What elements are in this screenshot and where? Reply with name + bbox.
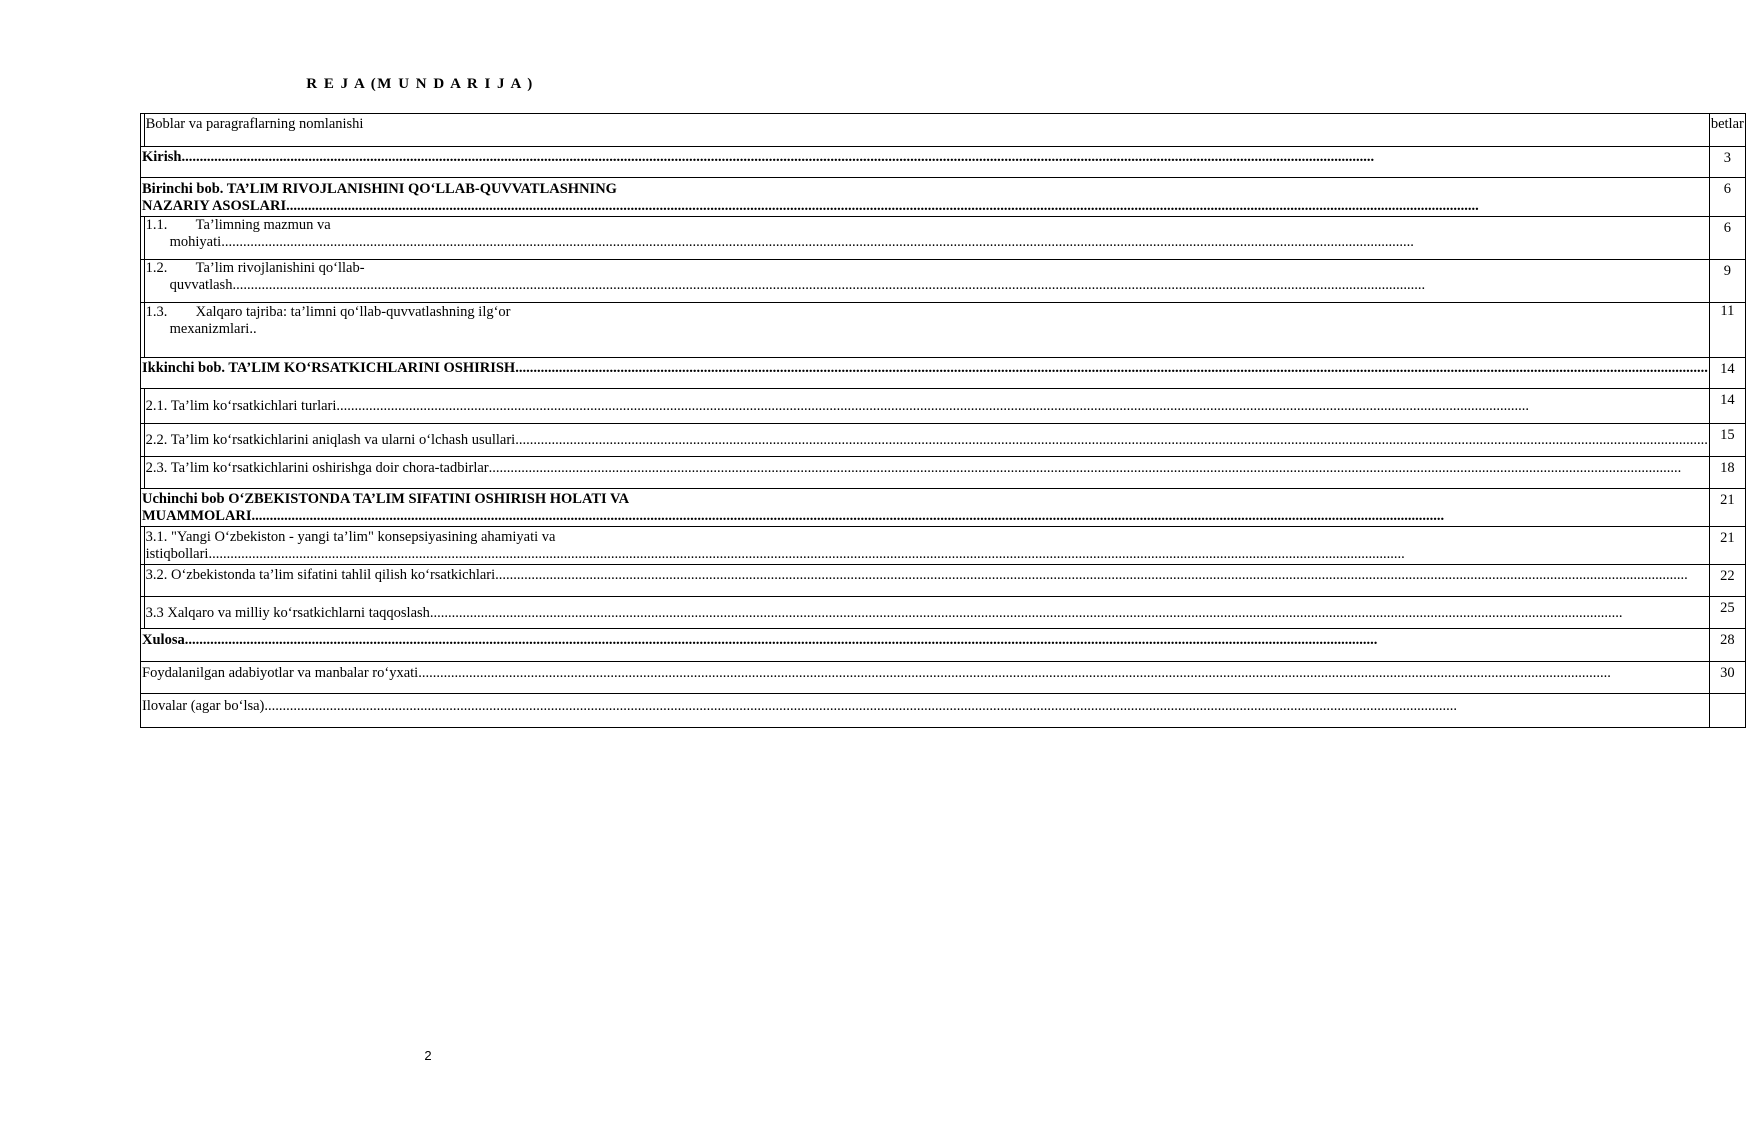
toc-row-chapter2: [141, 358, 1746, 389]
section-2-3-page: 18: [1709, 457, 1745, 489]
intro-page: 3: [1709, 147, 1745, 178]
intro-label: Kirish: [142, 149, 182, 165]
header-page-cell: betlar: [1709, 114, 1745, 147]
section-1-1-number: 1.1.: [145, 217, 168, 233]
section-1-2-line1: Ta’lim rivojlanishini qo‘llab-: [195, 260, 365, 276]
table-of-contents: [140, 113, 1746, 728]
chapter2-title: Ikkinchi bob. TA’LIM KO‘RSATKICHLARINI OSHIRISH: [142, 360, 516, 376]
intro-entry[interactable]: [141, 147, 1710, 178]
chapter3-line2: MUAMMOLARI: [142, 508, 252, 524]
section-1-3-line1: Xalqaro tajriba: ta’limni qo‘llab-quvvatlashning ilg‘or: [195, 304, 511, 320]
chapter1-line2: NAZARIY ASOSLARI: [142, 198, 287, 214]
toc-row-appendix: [141, 694, 1746, 728]
toc-row-intro: [141, 147, 1746, 178]
section-3-1-line2: istiqbollari.: [145, 546, 213, 562]
section-1-1-page: 6: [1709, 217, 1745, 260]
chapter3-page: 21: [1709, 489, 1745, 527]
chapter3-entry[interactable]: [141, 489, 1710, 527]
toc-row-2-2: [141, 424, 1746, 457]
toc-row-2-1: [141, 389, 1746, 424]
conclusion-page: 28: [1709, 629, 1745, 662]
section-1-2-line2: quvvatlash: [169, 277, 233, 293]
toc-row-references: [141, 662, 1746, 694]
conclusion-entry[interactable]: [141, 629, 1710, 662]
section-3-2-entry[interactable]: [144, 565, 1709, 597]
toc-row-chapter3: [141, 489, 1746, 527]
section-3-3-entry[interactable]: [144, 597, 1709, 629]
toc-row-chapter1: [141, 178, 1746, 217]
section-1-1-entry[interactable]: [144, 217, 1709, 260]
section-2-1-text: 2.1. Ta’lim ko‘rsatkichlari turlari: [145, 398, 337, 414]
toc-row-1-1: [141, 217, 1746, 260]
toc-row-2-3: [141, 457, 1746, 489]
section-1-3-number: 1.3.: [145, 304, 168, 320]
section-1-3-entry[interactable]: [144, 303, 1709, 358]
section-3-3-text: 3.3 Xalqaro va milliy ko‘rsatkichlarni taqqoslash: [145, 605, 430, 621]
section-2-3-text: 2.3. Ta’lim ko‘rsatkichlarini oshirishga doir chora-tadbirlar: [145, 460, 489, 476]
toc-row-conclusion: [141, 629, 1746, 662]
section-1-2-entry[interactable]: [144, 260, 1709, 303]
section-3-1-line1: 3.1. "Yangi O‘zbekiston - yangi ta’lim" konsepsiyasining ahamiyati va: [145, 529, 556, 545]
toc-row-1-3: [141, 303, 1746, 358]
header-title-cell: Boblar va paragraflarning nomlanishi: [144, 114, 1709, 147]
section-2-2-entry[interactable]: [144, 424, 1709, 457]
section-2-3-entry[interactable]: [144, 457, 1709, 489]
toc-row-3-1: [141, 527, 1746, 565]
section-1-1-line2: mohiyati: [169, 234, 222, 250]
section-1-3-line2: mexanizmlari..: [169, 321, 257, 337]
chapter3-line1: Uchinchi bob O‘ZBEKISTONDA TA’LIM SIFATINI OSHIRISH HOLATI VA: [142, 491, 630, 507]
page-number: 2: [424, 1048, 432, 1063]
section-2-1-entry[interactable]: [144, 389, 1709, 424]
chapter2-entry[interactable]: [141, 358, 1710, 389]
toc-row-3-3: [141, 597, 1746, 629]
chapter2-page: 14: [1709, 358, 1745, 389]
toc-row-1-2: [141, 260, 1746, 303]
toc-row-3-2: [141, 565, 1746, 597]
page-title: R E J A (M U N D A R I J A ): [306, 76, 534, 92]
references-label: Foydalanilgan adabiyotlar va manbalar ro‘yxati: [142, 665, 419, 681]
section-1-2-number: 1.2.: [145, 260, 168, 276]
section-1-2-page: 9: [1709, 260, 1745, 303]
chapter1-page: 6: [1709, 178, 1745, 217]
section-1-3-page: 11: [1709, 303, 1745, 358]
references-page: 30: [1709, 662, 1745, 694]
section-2-2-page: 15: [1709, 424, 1745, 457]
appendix-label: Ilovalar (agar bo‘lsa): [142, 698, 265, 714]
chapter1-entry[interactable]: [141, 178, 1710, 217]
section-3-2-page: 22: [1709, 565, 1745, 597]
toc-header-row: [141, 114, 1746, 147]
section-3-3-page: 25: [1709, 597, 1745, 629]
chapter1-line1: Birinchi bob. TA’LIM RIVOJLANISHINI QO‘LLAB-QUVVATLASHNING: [142, 181, 617, 197]
section-3-1-page: 21: [1709, 527, 1745, 565]
section-2-2-text: 2.2. Ta’lim ko‘rsatkichlarini aniqlash va ularni o‘lchash usullari: [145, 432, 516, 448]
appendix-page: [1709, 694, 1745, 728]
section-3-2-text: 3.2. O‘zbekistonda ta’lim sifatini tahlil qilish ko‘rsatkichlari: [145, 567, 496, 583]
references-entry[interactable]: [141, 662, 1710, 694]
conclusion-label: Xulosa: [142, 632, 185, 648]
section-2-1-page: 14: [1709, 389, 1745, 424]
section-3-1-entry[interactable]: [144, 527, 1709, 565]
appendix-entry[interactable]: [141, 694, 1710, 728]
section-1-1-line1: Ta’limning mazmun va: [195, 217, 331, 233]
